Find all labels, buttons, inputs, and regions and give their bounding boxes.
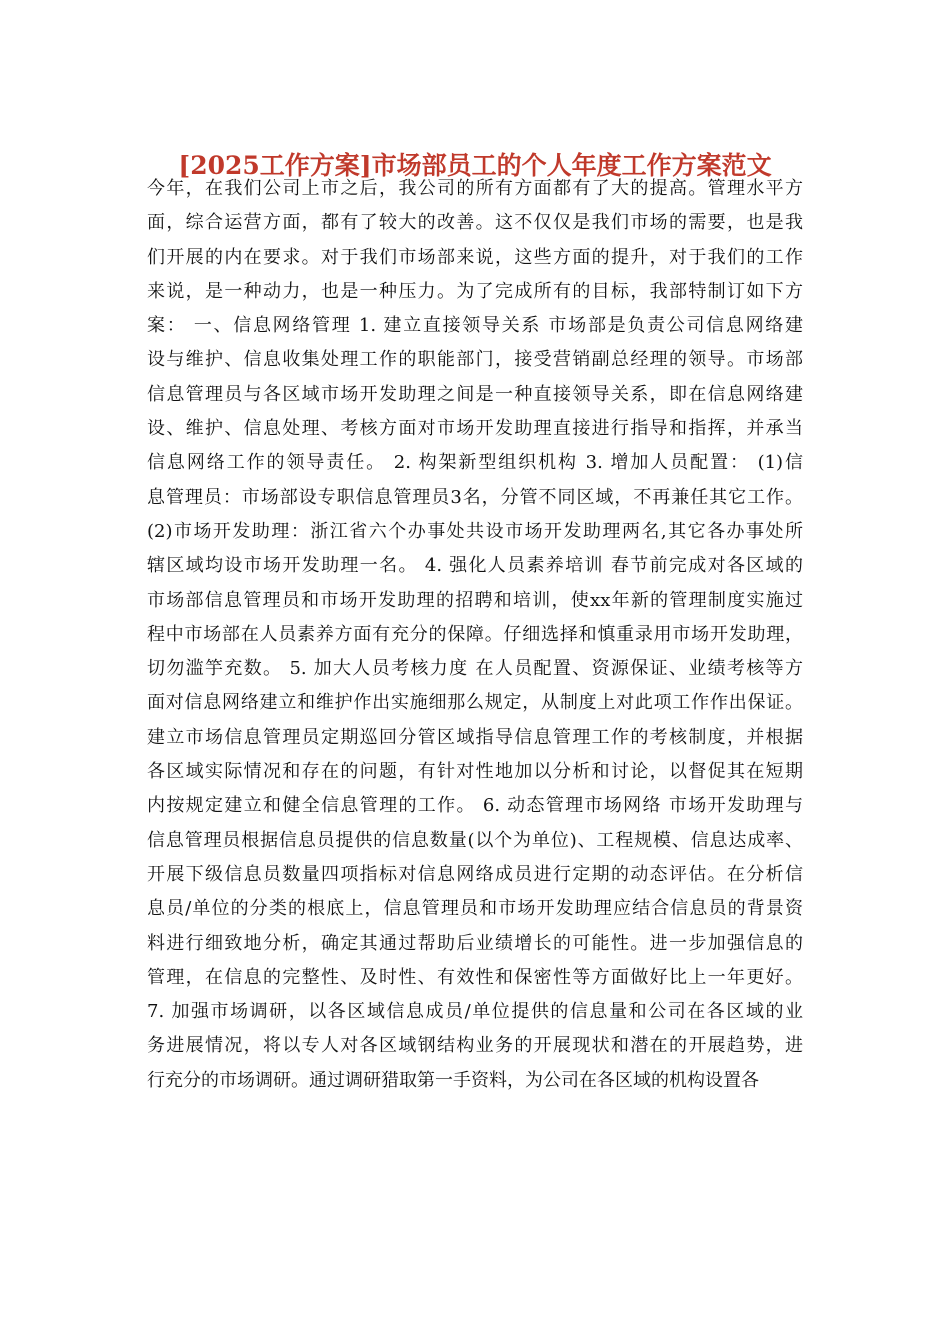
document-title: [2025工作方案]市场部员工的个人年度工作方案范文 bbox=[178, 151, 772, 180]
body-line: 管理，在信息的完整性、及时性、有效性和保密性等方面做好比上一年更好。 bbox=[147, 966, 803, 988]
body-line: 信息管理员根据信息员提供的信息数量(以个为单位)、工程规模、信息达成率、 bbox=[147, 829, 803, 851]
body-line: 设、维护、信息处理、考核方面对市场开发助理直接进行指导和指挥，并承当 bbox=[147, 418, 803, 440]
body-line: 务进展情况，将以专人对各区域钢结构业务的开展现状和潜在的开展趋势，进 bbox=[147, 1035, 803, 1057]
body-line: 面对信息网络建立和维护作出实施细那么规定，从制度上对此项工作作出保证。 bbox=[147, 692, 803, 714]
body-line: 建立市场信息管理员定期巡回分管区域指导信息管理工作的考核制度，并根据 bbox=[147, 726, 803, 748]
body-line: 程中市场部在人员素养方面有充分的保障。仔细选择和慎重录用市场开发助理， bbox=[147, 623, 803, 645]
body-line: 信息管理员与各区域市场开发助理之间是一种直接领导关系，即在信息网络建 bbox=[147, 383, 803, 405]
body-line: 面，综合运营方面，都有了较大的改善。这不仅仅是我们市场的需要，也是我 bbox=[147, 212, 803, 234]
body-line: 7. 加强市场调研，以各区域信息成员/单位提供的信息量和公司在各区域的业 bbox=[147, 1001, 803, 1023]
body-line: 今年，在我们公司上市之后，我公司的所有方面都有了大的提高。管理水平方 bbox=[147, 178, 803, 199]
body-line: 息员/单位的分类的根底上，信息管理员和市场开发助理应结合信息员的背景资 bbox=[147, 898, 803, 920]
body-line: 开展下级信息员数量四项指标对信息网络成员进行定期的动态评估。在分析信 bbox=[147, 863, 803, 885]
body-line: 行充分的市场调研。通过调研猎取第一手资料，为公司在各区域的机构设置各 bbox=[147, 1069, 759, 1091]
body-line: 辖区域均设市场开发助理一名。 4. 强化人员素养培训 春节前完成对各区域的 bbox=[147, 555, 803, 577]
body-line: (2)市场开发助理：浙江省六个办事处共设市场开发助理两名,其它各办事处所 bbox=[147, 520, 803, 542]
body-line: 信息网络工作的领导责任。 2. 构架新型组织机构 3. 增加人员配置： (1)信 bbox=[147, 452, 803, 474]
body-line: 各区域实际情况和存在的问题，有针对性地加以分析和讨论，以督促其在短期 bbox=[147, 761, 803, 783]
body-line: 来说，是一种动力，也是一种压力。为了完成所有的目标，我部特制订如下方 bbox=[147, 280, 803, 302]
document-body bbox=[147, 172, 803, 1098]
body-line: 切勿滥竽充数。 5. 加大人员考核力度 在人员配置、资源保证、业绩考核等方 bbox=[147, 658, 803, 680]
body-line: 内按规定建立和健全信息管理的工作。 6. 动态管理市场网络 市场开发助理与 bbox=[147, 795, 803, 817]
body-line: 料进行细致地分析，确定其通过帮助后业绩增长的可能性。进一步加强信息的 bbox=[147, 932, 803, 954]
body-line: 市场部信息管理员和市场开发助理的招聘和培训，使xx年新的管理制度实施过 bbox=[147, 589, 803, 611]
body-line: 们开展的内在要求。对于我们市场部来说，这些方面的提升，对于我们的工作 bbox=[147, 246, 803, 268]
body-line: 设与维护、信息收集处理工作的职能部门，接受营销副总经理的领导。市场部 bbox=[147, 349, 803, 371]
body-line: 息管理员：市场部设专职信息管理员3名，分管不同区域，不再兼任其它工作。 bbox=[147, 486, 803, 508]
body-line: 案： 一、信息网络管理 1. 建立直接领导关系 市场部是负责公司信息网络建 bbox=[147, 315, 803, 337]
